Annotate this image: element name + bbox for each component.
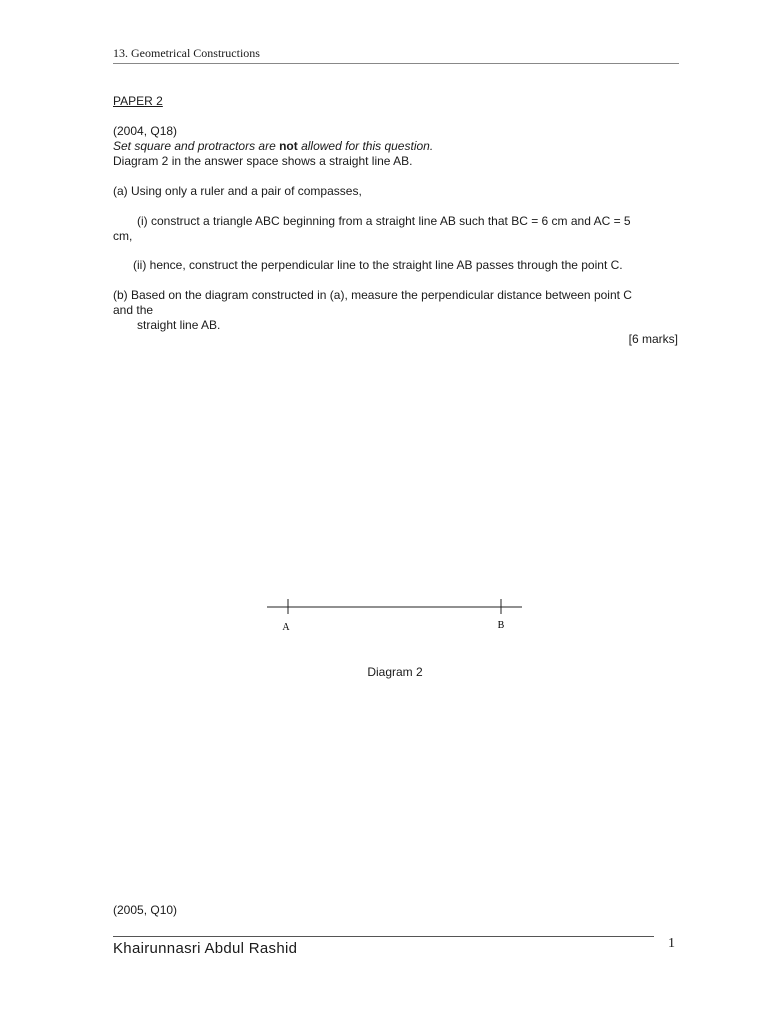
footer-rule <box>113 936 654 937</box>
running-header: 13. Geometrical Constructions <box>113 46 260 60</box>
instruction-bold: not <box>279 139 298 153</box>
part-b-line3: straight line AB. <box>137 318 221 332</box>
footer-author: Khairunnasri Abdul Rashid <box>113 940 298 957</box>
part-b-line1: (b) Based on the diagram constructed in (a), measure the perpendicular distance between point C <box>113 288 632 302</box>
question-year-ref: (2004, Q18) <box>113 124 178 138</box>
point-a-label: A <box>282 622 290 633</box>
instruction-post: allowed for this question. <box>297 139 434 153</box>
page-number: 1 <box>668 936 675 951</box>
question-intro: Diagram 2 in the answer space shows a straight line AB. <box>113 154 413 168</box>
part-a-i-line2: cm, <box>113 229 133 243</box>
diagram-2 <box>260 595 530 640</box>
part-b-line2: and the <box>113 303 154 317</box>
diagram-caption: Diagram 2 <box>367 665 423 679</box>
instruction-line <box>113 139 433 154</box>
part-a-ii: (ii) hence, construct the perpendicular line to the straight line AB passes through the point C. <box>133 258 623 272</box>
header-rule <box>113 63 679 64</box>
next-question-year-ref: (2005, Q10) <box>113 903 178 917</box>
part-a: (a) Using only a ruler and a pair of compasses, <box>113 184 362 198</box>
marks-allocation: [6 marks] <box>628 332 678 346</box>
instruction-pre: Set square and protractors are <box>113 139 280 153</box>
point-b-label: B <box>497 620 505 631</box>
section-heading: PAPER 2 <box>113 94 163 108</box>
part-a-i-line1: (i) construct a triangle ABC beginning from a straight line AB such that BC = 6 cm and AC = 5 <box>137 214 631 228</box>
